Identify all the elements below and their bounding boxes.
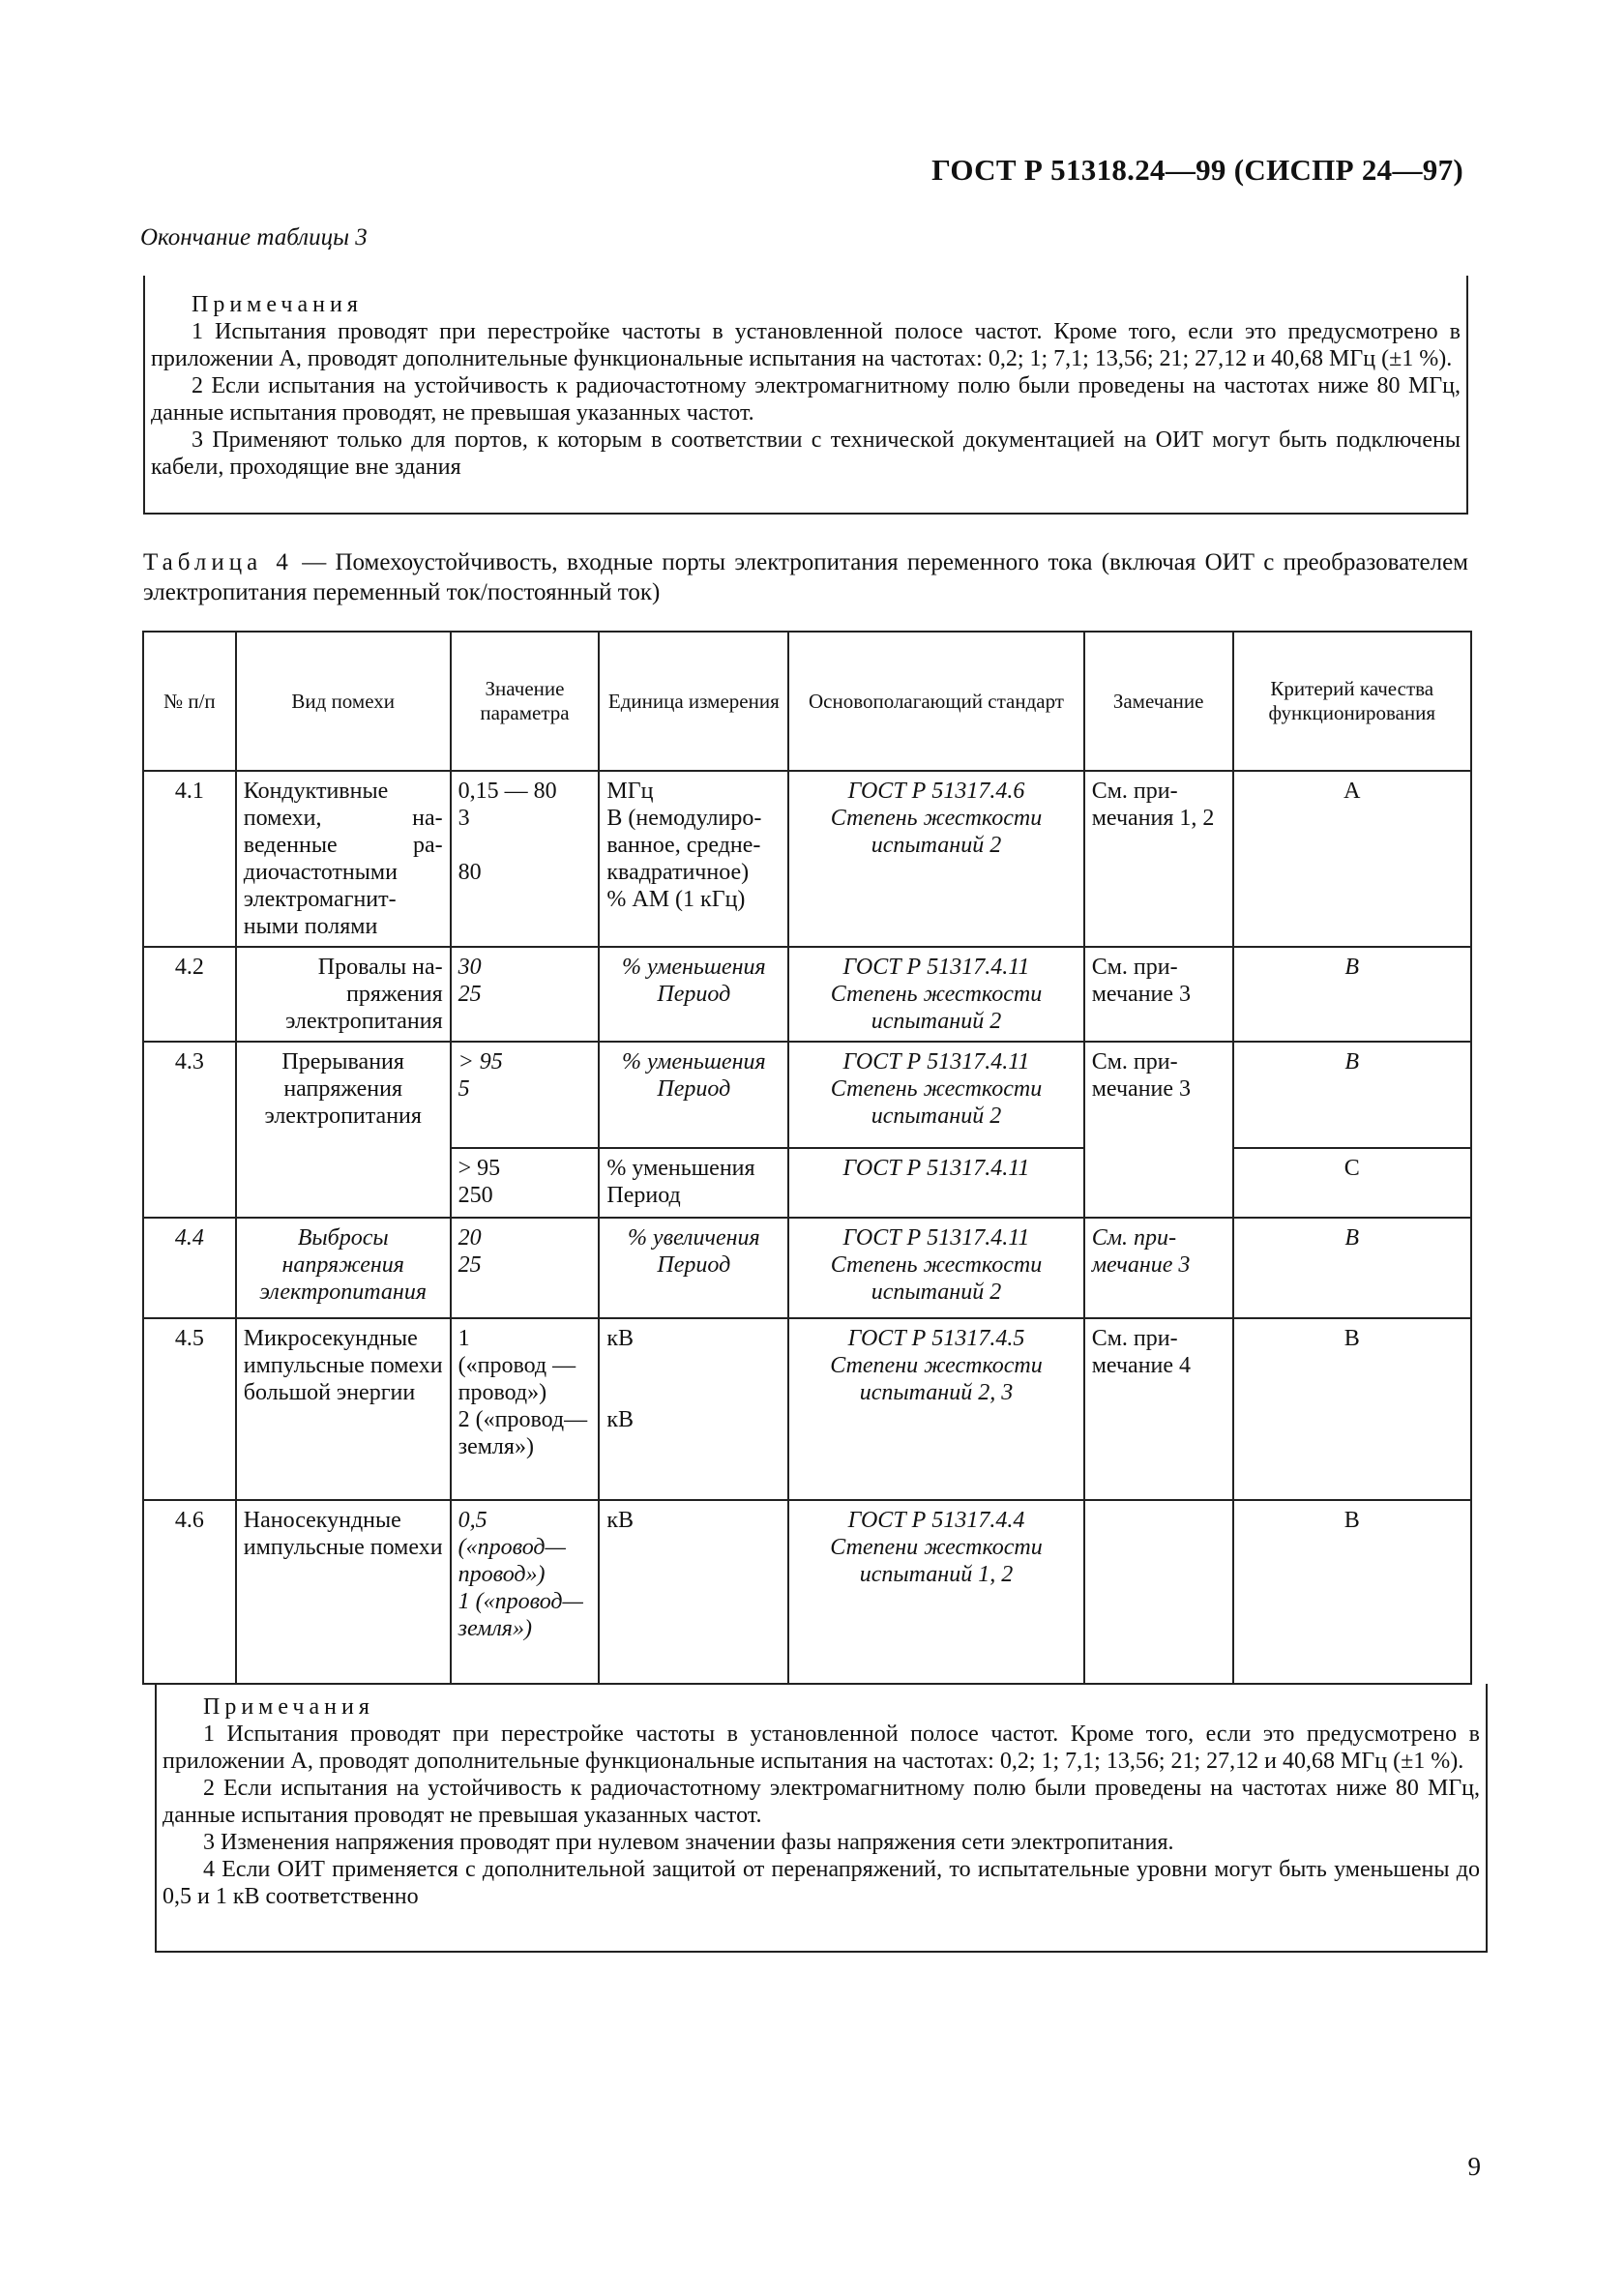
cell-type: Выбросы напряжения электропитания [236, 1218, 451, 1318]
cell-unit: % увеличения Период [599, 1218, 788, 1318]
cell-note: См. примечания 1, 2 [1084, 771, 1233, 947]
cell-unit: % уменьшения Период [599, 947, 788, 1042]
note-bottom-2: 2 Если испытания на устойчивость к радиочастотному электромагнитному полю были проведены на частотах ниже 80 МГц, данные испытания проводят не превышая указанных частот. [162, 1776, 1480, 1828]
cell-unit: % уменьшения Период [599, 1148, 788, 1218]
cell-note [1084, 1500, 1233, 1684]
cell-criterion: B [1233, 1042, 1471, 1148]
cell-criterion: B [1233, 947, 1471, 1042]
cell-value: > 95 250 [451, 1148, 600, 1218]
cell-unit: МГц В (немодулированное, среднеквадратичное) % АМ (1 кГц) [599, 771, 788, 947]
header-value: Значение параметра [451, 632, 600, 771]
cell-value: 0,15 — 80 3 80 [451, 771, 600, 947]
cell-note: См. примечание 3 [1084, 947, 1233, 1042]
cell-unit: % уменьшения Период [599, 1042, 788, 1148]
note-top-3: 3 Применяют только для портов, к которым в соответствии с технической документацией на ОИТ могут быть подключены кабели, проходящие вне здания [151, 427, 1461, 480]
header-note: Замечание [1084, 632, 1233, 771]
cell-value: > 95 5 [451, 1042, 600, 1148]
cell-value: 30 25 [451, 947, 600, 1042]
cell-number: 4.5 [143, 1318, 236, 1500]
cell-unit: кВ [599, 1500, 788, 1684]
table-caption-label: Таблица 4 [143, 549, 293, 575]
cell-number: 4.6 [143, 1500, 236, 1684]
cell-standard: ГОСТ Р 51317.4.6 Степень жесткости испытаний 2 [788, 771, 1084, 947]
table-caption [143, 547, 1468, 607]
cell-number: 4.4 [143, 1218, 236, 1318]
cell-unit: кВ кВ [599, 1318, 788, 1500]
notes-bottom [155, 1684, 1488, 1953]
notes-top-title: Примечания [192, 292, 363, 317]
table-row [143, 1042, 1471, 1148]
cell-note: См. примечание 3 [1084, 1042, 1233, 1218]
cell-type: Микросекундные импульсные помехи большой энергии [236, 1318, 451, 1500]
header-type: Вид помехи [236, 632, 451, 771]
cell-criterion: А [1233, 771, 1471, 947]
table-4 [142, 631, 1472, 1685]
notes-bottom-title: Примечания [203, 1694, 374, 1720]
table-continuation-label: Окончание таблицы 3 [140, 224, 368, 250]
header-unit: Единица измерения [599, 632, 788, 771]
header-criterion: Критерий качества функционирования [1233, 632, 1471, 771]
notes-top [143, 276, 1468, 515]
cell-standard: ГОСТ Р 51317.4.11 Степень жесткости испытаний 2 [788, 1218, 1084, 1318]
header-number: № п/п [143, 632, 236, 771]
cell-number: 4.2 [143, 947, 236, 1042]
header-standard: Основополагающий стандарт [788, 632, 1084, 771]
table-row [143, 947, 1471, 1042]
cell-standard: ГОСТ Р 51317.4.11 [788, 1148, 1084, 1218]
cell-criterion: С [1233, 1148, 1471, 1218]
cell-number: 4.3 [143, 1042, 236, 1218]
table-caption-text: — Помехоустойчивость, входные порты электропитания переменного тока (включая ОИТ с преобразователем электропитания переменный ток/постоянный ток) [143, 549, 1468, 605]
cell-note: См. примечание 3 [1084, 1218, 1233, 1318]
cell-standard: ГОСТ Р 51317.4.11 Степень жесткости испытаний 2 [788, 1042, 1084, 1148]
page-number: 9 [1467, 2152, 1481, 2181]
cell-type: Провалы напряжения электропитания [236, 947, 451, 1042]
cell-standard: ГОСТ Р 51317.4.11 Степень жесткости испытаний 2 [788, 947, 1084, 1042]
note-top-2: 2 Если испытания на устойчивость к радиочастотному электромагнитному полю были проведены на частотах ниже 80 МГц, данные испытания проводят, не превышая указанных частот. [151, 373, 1461, 426]
document-code: ГОСТ Р 51318.24—99 (СИСПР 24—97) [931, 153, 1463, 187]
cell-number: 4.1 [143, 771, 236, 947]
table-header-row [143, 632, 1471, 771]
cell-criterion: В [1233, 1500, 1471, 1684]
cell-standard: ГОСТ Р 51317.4.5 Степени жесткости испытаний 2, 3 [788, 1318, 1084, 1500]
cell-standard: ГОСТ Р 51317.4.4 Степени жесткости испытаний 1, 2 [788, 1500, 1084, 1684]
cell-value: 0,5 («провод— провод») 1 («провод— земля») [451, 1500, 600, 1684]
cell-type: Кондуктивные помехи, наведенные радиочастотными электромагнитными полями [236, 771, 451, 947]
table-row [143, 771, 1471, 947]
cell-note: См. примечание 4 [1084, 1318, 1233, 1500]
cell-criterion: B [1233, 1218, 1471, 1318]
cell-type: Прерывания напряжения электропитания [236, 1042, 451, 1218]
note-bottom-1: 1 Испытания проводят при перестройке частоты в установленной полосе частот. Кроме того, если это предусмотрено в приложении А, проводят дополнительные функциональные испытания на частотах: 0,2; 1; 7,1; 13,56; 21; 27,12 и 40,68 МГц (±1 %). [162, 1722, 1480, 1774]
cell-criterion: В [1233, 1318, 1471, 1500]
note-top-1: 1 Испытания проводят при перестройке частоты в установленной полосе частот. Кроме того, если это предусмотрено в приложении А, проводят дополнительные функциональные испытания на частотах: 0,2; 1; 7,1; 13,56; 21; 27,12 и 40,68 МГц (±1 %). [151, 319, 1461, 371]
note-bottom-3: 3 Изменения напряжения проводят при нулевом значении фазы напряжения сети электропитания. [203, 1830, 1174, 1855]
table-row [143, 1218, 1471, 1318]
cell-value: 20 25 [451, 1218, 600, 1318]
cell-value: 1 («провод — провод») 2 («провод— земля») [451, 1318, 600, 1500]
cell-type: Наносекундные импульсные помехи [236, 1500, 451, 1684]
table-row [143, 1500, 1471, 1684]
note-bottom-4: 4 Если ОИТ применяется с дополнительной защитой от перенапряжений, то испытательные уровни могут быть уменьшены до 0,5 и 1 кВ соответственно [162, 1857, 1480, 1909]
table-row [143, 1318, 1471, 1500]
